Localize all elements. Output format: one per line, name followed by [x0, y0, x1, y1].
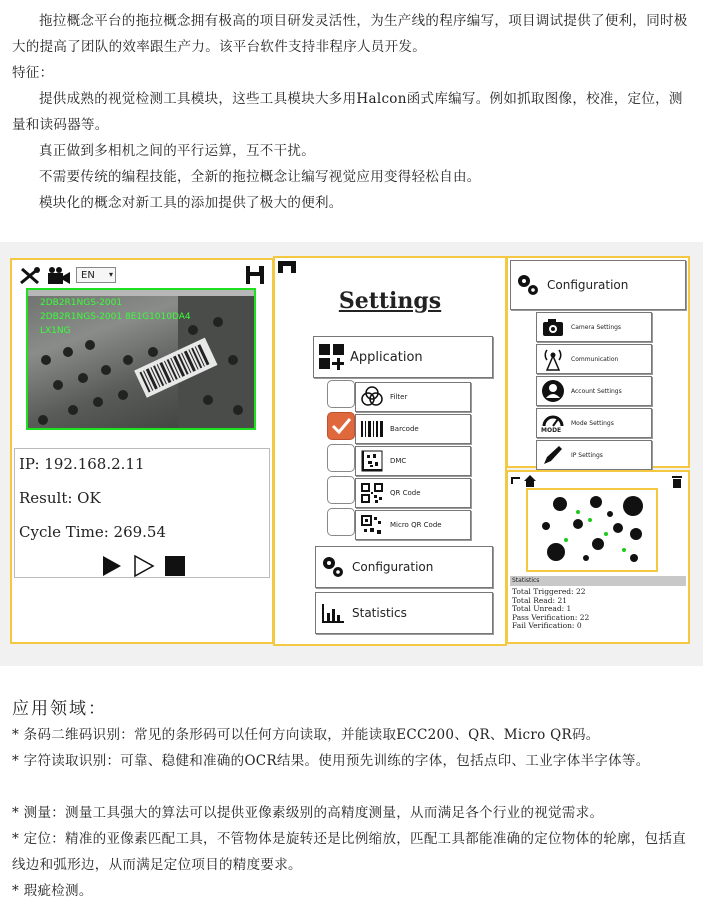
- stats-header: Statistics: [510, 576, 686, 586]
- feature-4: 模块化的概念对新工具的添加提供了极大的便利。: [39, 195, 343, 211]
- stats-toolbar-icons: [510, 474, 538, 488]
- applications-heading: 应用领域：: [12, 699, 107, 719]
- feature-3: 不需要传统的编程技能，全新的拖拉概念让编写视觉应用变得轻松自由。: [39, 169, 481, 185]
- trash-icon[interactable]: [670, 474, 684, 488]
- cycle-time-text: Cycle Time: 269.54: [19, 523, 167, 541]
- config-item-camera-settings[interactable]: [536, 312, 652, 342]
- back-icon[interactable]: [512, 478, 520, 484]
- app-item-barcode[interactable]: [355, 414, 471, 444]
- stats-list: [512, 588, 589, 631]
- stat-pass-verification: Pass Verification: 22: [512, 612, 590, 622]
- status-box: [14, 448, 270, 578]
- micro-qr-checkbox[interactable]: [327, 508, 355, 536]
- result-text: Result: OK: [19, 489, 101, 507]
- overlay-line: 2DB2R1NGS-2001: [40, 298, 123, 308]
- stop-icon[interactable]: [165, 556, 185, 576]
- camera-icon: [541, 316, 565, 338]
- gears-icon: [515, 272, 541, 298]
- dmc-icon: [360, 450, 384, 472]
- account-icon: [541, 379, 565, 403]
- features-heading: 特征：: [12, 65, 54, 81]
- home-icon[interactable]: [277, 260, 297, 274]
- gears-icon: [320, 554, 346, 580]
- dmc-checkbox[interactable]: [327, 444, 355, 472]
- app-item-dmc[interactable]: [355, 446, 471, 476]
- statistics-button[interactable]: [315, 592, 493, 634]
- config-item-label: Communication: [571, 355, 619, 363]
- filter-checkbox[interactable]: [327, 380, 355, 408]
- config-item-communication[interactable]: [536, 344, 652, 374]
- configuration-header-button[interactable]: [510, 260, 686, 310]
- stat-total-triggered: Total Triggered: 22: [512, 587, 586, 596]
- blob-dots: [528, 490, 656, 570]
- application-label: Application: [350, 349, 423, 365]
- home-icon[interactable]: [524, 475, 536, 487]
- step-icon[interactable]: [135, 556, 153, 576]
- filter-icon: [360, 386, 384, 408]
- application-item: * 定位：精准的亚像素匹配工具，不管物体是旋转还是比例缩放，匹配工具都能准确的定位物体的轮廓，包括直线边和弧形边，从而满足定位项目的精度要求。: [12, 831, 687, 873]
- language-value: EN: [81, 270, 95, 281]
- software-screenshot: [0, 242, 703, 666]
- pen-icon: [541, 444, 565, 466]
- config-item-mode-settings[interactable]: [536, 408, 652, 438]
- decode-overlay: [40, 296, 191, 338]
- app-item-label: Barcode: [390, 425, 419, 433]
- statistics-panel: [506, 470, 690, 644]
- antenna-icon: [541, 347, 565, 371]
- app-item-label: DMC: [390, 457, 407, 465]
- bar-chart-icon: [320, 601, 346, 625]
- configuration-panel: [506, 256, 690, 468]
- tools-icon[interactable]: [18, 266, 42, 286]
- application-item: * 字符读取识别：可靠、稳健和准确的OCR结果。使用预先训练的字体，包括点印、工业字体半字体等。: [12, 753, 650, 769]
- application-item: * 瑕疵检测。: [12, 883, 93, 899]
- play-icon[interactable]: [103, 556, 121, 576]
- config-item-label: Camera Settings: [571, 323, 622, 331]
- config-item-label: IP Settings: [571, 451, 603, 459]
- application-button[interactable]: [313, 336, 493, 378]
- feature-2: 真正做到多相机之间的平行运算，互不干扰。: [39, 143, 315, 159]
- app-item-label: QR Code: [390, 489, 421, 497]
- app-item-qr-code[interactable]: [355, 478, 471, 508]
- feature-1: 提供成熟的视觉检测工具模块，这些工具模块大多用Halcon函式库编写。例如抓取图像，校准，定位，测量和读码器等。: [12, 91, 683, 133]
- qr-checkbox[interactable]: [327, 476, 355, 504]
- ip-text: IP: 192.168.2.11: [19, 455, 145, 473]
- mode-icon-label: MODE: [541, 427, 562, 434]
- settings-title: Settings: [338, 288, 442, 314]
- stat-fail-verification: Fail Verification: 0: [512, 621, 582, 630]
- configuration-label: Configuration: [352, 560, 434, 574]
- config-item-label: Account Settings: [571, 387, 622, 395]
- save-icon[interactable]: [244, 264, 266, 286]
- app-item-micro-qr-code[interactable]: [355, 510, 471, 540]
- application-icon: [318, 343, 346, 371]
- camera-panel: [10, 258, 274, 644]
- config-item-label: Mode Settings: [571, 419, 614, 427]
- settings-panel: [273, 256, 507, 646]
- barcode-icon: [360, 418, 384, 440]
- playback-controls: [99, 555, 189, 577]
- stat-total-read: Total Read: 21: [512, 595, 568, 605]
- configuration-button[interactable]: [315, 546, 493, 588]
- configuration-header-label: Configuration: [547, 278, 629, 292]
- language-select[interactable]: [76, 267, 116, 283]
- blob-image[interactable]: [526, 488, 658, 572]
- overlay-line: LX1NG: [40, 326, 71, 336]
- application-item: * 测量：测量工具强大的算法可以提供亚像素级别的高精度测量，从而满足各个行业的视觉需求。: [12, 805, 604, 821]
- config-item-account-settings[interactable]: [536, 376, 652, 406]
- stat-total-unread: Total Unread: 1: [512, 604, 572, 613]
- camera-image[interactable]: [26, 288, 256, 430]
- camera-switch-icon[interactable]: [46, 266, 72, 286]
- app-item-filter[interactable]: [355, 382, 471, 412]
- check-icon: [328, 413, 354, 439]
- overlay-line: 2DB2R1NGS-2001 8E1G1010DA4: [40, 312, 191, 322]
- application-item: * 条码二维码识别：常见的条形码可以任何方向读取，并能读取ECC200、QR、Micro QR码。: [12, 727, 600, 743]
- chevron-down-icon: ▾: [108, 270, 113, 279]
- qr-code-icon: [360, 482, 384, 504]
- config-item-ip-settings[interactable]: [536, 440, 652, 470]
- barcode-checkbox[interactable]: [327, 412, 355, 440]
- app-item-label: Micro QR Code: [390, 521, 442, 529]
- statistics-label: Statistics: [352, 606, 407, 620]
- mode-icon: [541, 411, 565, 435]
- micro-qr-icon: [360, 514, 384, 536]
- app-item-label: Filter: [390, 393, 408, 401]
- intro-paragraph: 拖拉概念平台的拖拉概念拥有极高的项目研发灵活性，为生产线的程序编写，项目调试提供了便利，同时极大的提高了团队的效率跟生产力。该平台软件支持非程序人员开发。: [12, 13, 688, 55]
